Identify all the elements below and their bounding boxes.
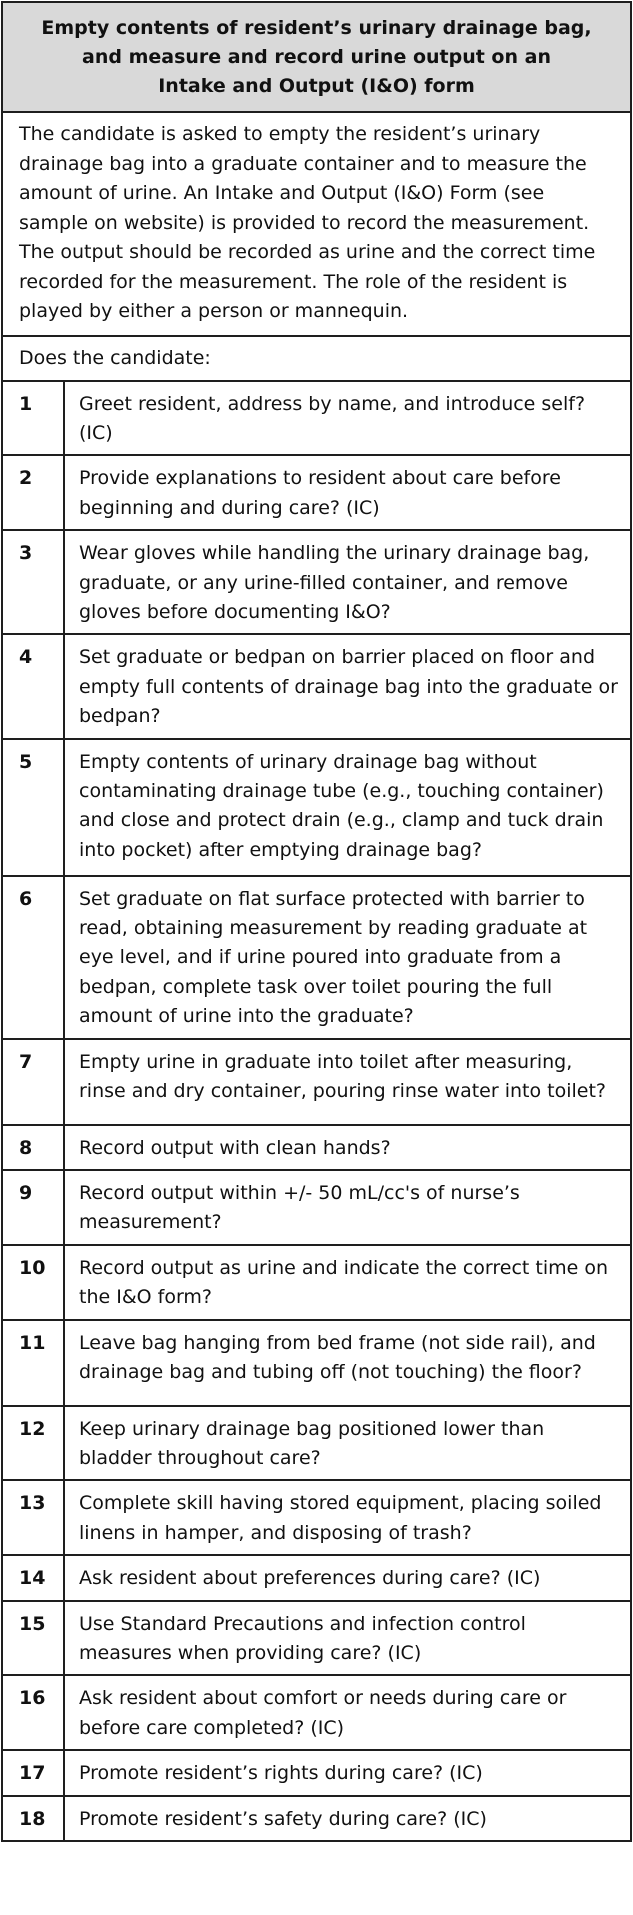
step-number: 6 <box>2 876 64 1039</box>
step-number: 13 <box>2 1480 64 1555</box>
title-line: Empty contents of resident’s urinary drainage bag, <box>41 16 592 39</box>
step-row <box>2 1796 631 1841</box>
step-row <box>2 455 631 530</box>
step-number: 16 <box>2 1675 64 1750</box>
step-number: 7 <box>2 1039 64 1125</box>
step-row <box>2 1320 631 1406</box>
step-text: Promote resident’s safety during care? (IC) <box>64 1796 631 1841</box>
step-number: 15 <box>2 1601 64 1676</box>
step-row <box>2 876 631 1039</box>
step-text: Leave bag hanging from bed frame (not side rail), and drainage bag and tubing off (not touching) the floor? <box>64 1320 631 1406</box>
title-line: Intake and Output (I&O) form <box>158 74 475 97</box>
step-row <box>2 1601 631 1676</box>
step-row <box>2 1750 631 1795</box>
step-number: 1 <box>2 381 64 456</box>
step-row <box>2 634 631 738</box>
step-text: Record output with clean hands? <box>64 1125 631 1170</box>
step-number: 8 <box>2 1125 64 1170</box>
step-text: Promote resident’s rights during care? (IC) <box>64 1750 631 1795</box>
does-the-candidate-prompt: Does the candidate: <box>2 336 631 381</box>
intro-text: The candidate is asked to empty the resident’s urinary drainage bag into a graduate container and to measure the amount of urine. An Intake and Output (I&O) Form (see sample on website) is provided to record the measurement. The output should be recorded as urine and the correct time recorded for the measurement. The role of the resident is played by either a person or mannequin. <box>2 112 631 336</box>
step-number: 9 <box>2 1170 64 1245</box>
step-number: 12 <box>2 1406 64 1481</box>
step-number: 11 <box>2 1320 64 1406</box>
step-number: 10 <box>2 1245 64 1320</box>
step-text: Set graduate on flat surface protected with barrier to read, obtaining measurement by reading graduate at eye level, and if urine poured into graduate from a bedpan, complete task over toilet pouring the full amount of urine into the graduate? <box>64 876 631 1039</box>
step-row <box>2 739 631 876</box>
step-text: Ask resident about comfort or needs during care or before care completed? (IC) <box>64 1675 631 1750</box>
intro-row <box>2 112 631 336</box>
step-text: Complete skill having stored equipment, placing soiled linens in hamper, and disposing of trash? <box>64 1480 631 1555</box>
skill-checklist-table <box>1 1 632 1842</box>
step-text: Wear gloves while handling the urinary drainage bag, graduate, or any urine-filled container, and remove gloves before documenting I&O? <box>64 530 631 634</box>
step-text: Record output as urine and indicate the correct time on the I&O form? <box>64 1245 631 1320</box>
step-number: 3 <box>2 530 64 634</box>
step-row <box>2 381 631 456</box>
step-number: 5 <box>2 739 64 876</box>
step-text: Record output within +/- 50 mL/cc's of nurse’s measurement? <box>64 1170 631 1245</box>
step-text: Ask resident about preferences during care? (IC) <box>64 1555 631 1600</box>
prompt-row <box>2 336 631 381</box>
step-text: Provide explanations to resident about care before beginning and during care? (IC) <box>64 455 631 530</box>
title-row <box>2 2 631 112</box>
step-row <box>2 1039 631 1125</box>
step-row <box>2 1406 631 1481</box>
step-number: 17 <box>2 1750 64 1795</box>
step-text: Keep urinary drainage bag positioned lower than bladder throughout care? <box>64 1406 631 1481</box>
step-number: 4 <box>2 634 64 738</box>
step-row <box>2 1125 631 1170</box>
step-number: 2 <box>2 455 64 530</box>
step-row <box>2 1245 631 1320</box>
step-text: Empty urine in graduate into toilet after measuring, rinse and dry container, pouring rinse water into toilet? <box>64 1039 631 1125</box>
step-text: Set graduate or bedpan on barrier placed on floor and empty full contents of drainage bag into the graduate or bedpan? <box>64 634 631 738</box>
skill-title <box>2 2 631 112</box>
step-text: Use Standard Precautions and infection control measures when providing care? (IC) <box>64 1601 631 1676</box>
step-row <box>2 1555 631 1600</box>
title-line: and measure and record urine output on an <box>82 45 551 68</box>
step-text: Greet resident, address by name, and introduce self? (IC) <box>64 381 631 456</box>
step-number: 14 <box>2 1555 64 1600</box>
step-row <box>2 1480 631 1555</box>
step-row <box>2 1675 631 1750</box>
step-text: Empty contents of urinary drainage bag without contaminating drainage tube (e.g., touching container) and close and protect drain (e.g., clamp and tuck drain into pocket) after emptying drainage bag? <box>64 739 631 876</box>
step-row <box>2 530 631 634</box>
step-number: 18 <box>2 1796 64 1841</box>
step-row <box>2 1170 631 1245</box>
